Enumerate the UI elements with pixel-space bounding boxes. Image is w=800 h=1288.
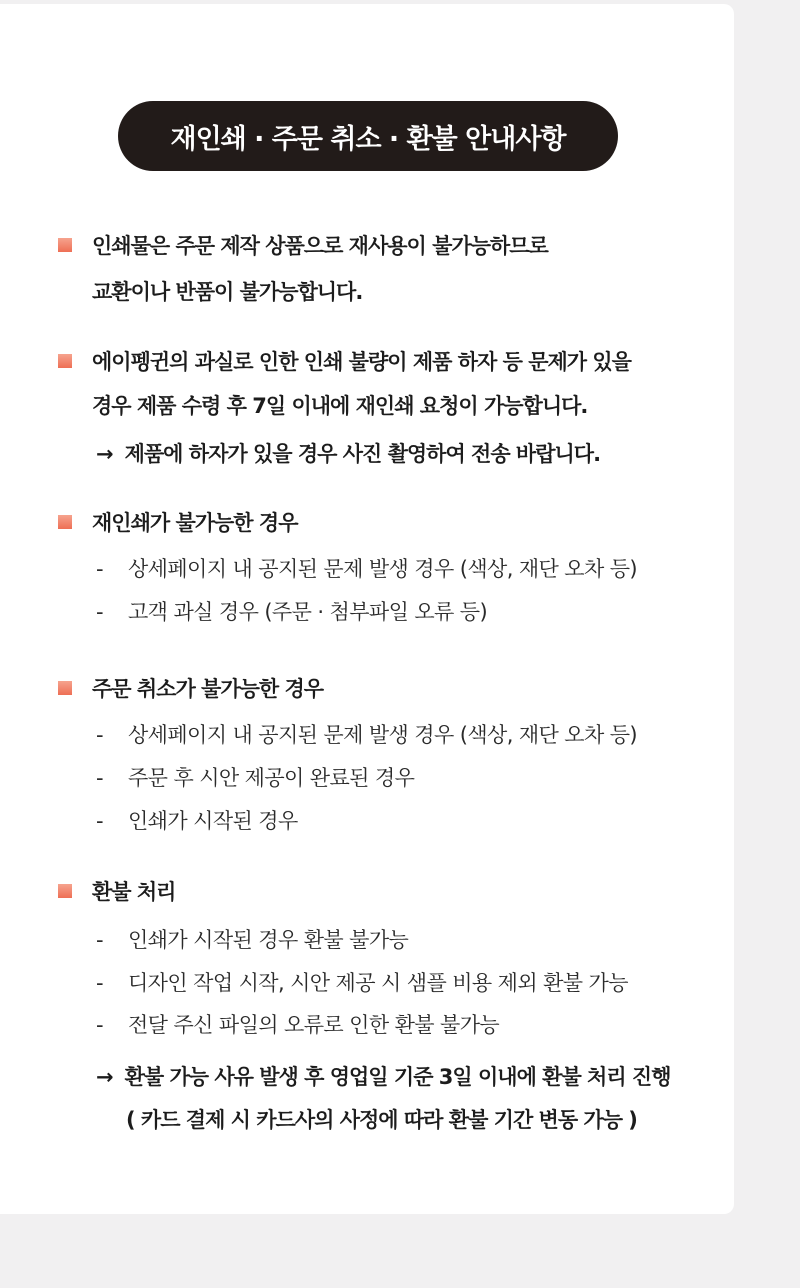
dash-marker: -	[96, 557, 103, 581]
note-text: 환불 가능 사유 발생 후 영업일 기준 3일 이내에 환불 처리 진행	[124, 1065, 671, 1089]
dash-marker: -	[96, 723, 103, 747]
list-item-text: 전달 주신 파일의 오류로 인한 환불 불가능	[128, 1013, 500, 1037]
list-item-text: 고객 과실 경우 (주문 · 첨부파일 오류 등)	[128, 600, 488, 624]
square-bullet-icon	[58, 515, 72, 529]
list-item-text: 디자인 작업 시작, 시안 제공 시 샘플 비용 제외 환불 가능	[128, 971, 628, 995]
dash-marker: -	[96, 766, 103, 790]
list-item	[96, 596, 487, 626]
square-bullet-icon	[58, 681, 72, 695]
notice-note	[96, 438, 600, 468]
list-item	[96, 967, 628, 997]
arrow-right-icon: →	[96, 442, 113, 466]
note-text: 제품에 하자가 있을 경우 사진 촬영하여 전송 바랍니다.	[124, 442, 601, 466]
list-item-text: 주문 후 시안 제공이 완료된 경우	[128, 766, 415, 790]
list-item	[96, 924, 408, 954]
dash-marker: -	[96, 928, 103, 952]
section-heading: 환불 처리	[92, 880, 176, 904]
arrow-right-icon: →	[96, 1065, 113, 1089]
dash-marker: -	[96, 809, 103, 833]
notice-card	[0, 4, 734, 1214]
list-item	[96, 719, 637, 749]
dash-marker: -	[96, 971, 103, 995]
list-item-text: 상세페이지 내 공지된 문제 발생 경우 (색상, 재단 오차 등)	[128, 723, 638, 747]
list-item	[96, 1009, 499, 1039]
dash-marker: -	[96, 600, 103, 624]
notice-line: 교환이나 반품이 불가능합니다.	[92, 280, 363, 304]
square-bullet-icon	[58, 238, 72, 252]
notice-line: 경우 제품 수령 후 7일 이내에 재인쇄 요청이 가능합니다.	[92, 394, 588, 418]
notice-note-sub: ( 카드 결제 시 카드사의 사정에 따라 환불 기간 변동 가능 )	[126, 1108, 637, 1132]
notice-note	[96, 1061, 671, 1091]
page-title: 재인쇄 · 주문 취소 · 환불 안내사항	[118, 101, 618, 171]
section-heading: 주문 취소가 불가능한 경우	[92, 677, 324, 701]
list-item-text: 인쇄가 시작된 경우	[128, 809, 298, 833]
list-item	[96, 762, 414, 792]
list-item	[96, 805, 298, 835]
list-item-text: 상세페이지 내 공지된 문제 발생 경우 (색상, 재단 오차 등)	[128, 557, 638, 581]
list-item-text: 인쇄가 시작된 경우 환불 불가능	[128, 928, 409, 952]
dash-marker: -	[96, 1013, 103, 1037]
section-heading: 재인쇄가 불가능한 경우	[92, 511, 298, 535]
square-bullet-icon	[58, 884, 72, 898]
list-item	[96, 553, 637, 583]
notice-line: 인쇄물은 주문 제작 상품으로 재사용이 불가능하므로	[92, 234, 548, 258]
notice-line: 에이펭귄의 과실로 인한 인쇄 불량이 제품 하자 등 문제가 있을	[92, 350, 631, 374]
square-bullet-icon	[58, 354, 72, 368]
